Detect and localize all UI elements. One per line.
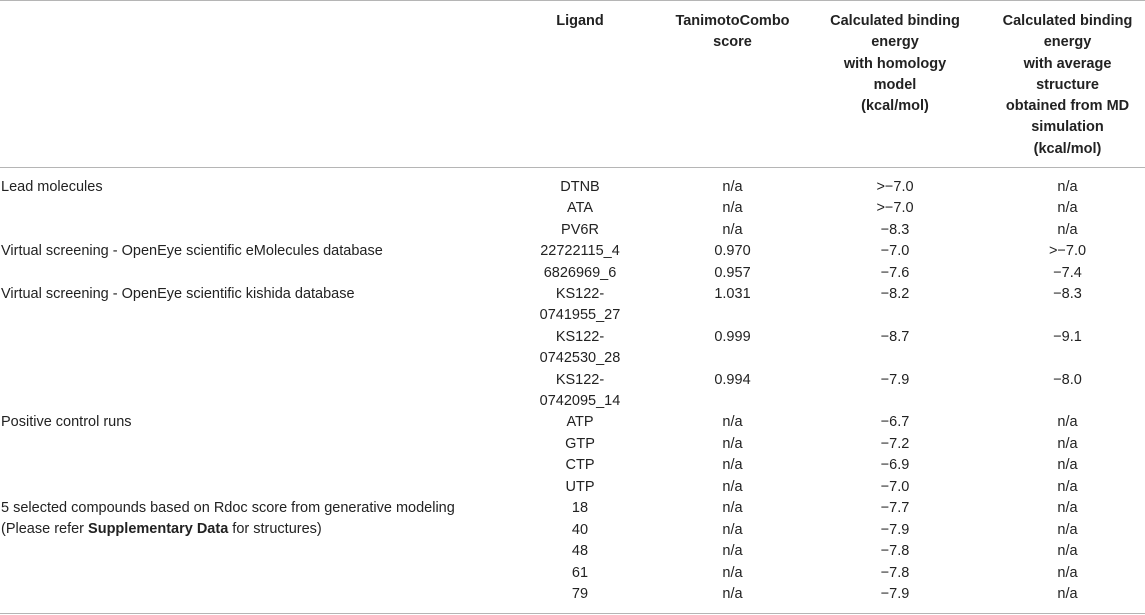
group-positive-control — [1, 412, 132, 433]
top-rule — [0, 0, 1145, 1]
md-cell: n/a — [1057, 543, 1078, 559]
ligand-cell — [530, 370, 630, 413]
group-generative-modeling — [1, 498, 455, 541]
group-kishida — [1, 284, 355, 305]
ligand-line: KS122- — [555, 372, 605, 388]
ligand-line: CTP — [565, 457, 595, 473]
bottom-rule — [0, 613, 1145, 614]
header-rule — [0, 167, 1145, 168]
group-label: 5 selected compounds based on Rdoc score from generative modeling — [1, 500, 455, 516]
ligand-cell — [530, 177, 630, 198]
homology-cell: −7.9 — [880, 522, 910, 538]
header-tanimoto — [660, 11, 805, 54]
group-label: Positive control runs — [1, 414, 132, 430]
tanimoto-cell: 1.031 — [714, 286, 751, 302]
ligand-cell — [530, 241, 630, 262]
header-homology-line: energy — [871, 34, 919, 51]
ligand-line: GTP — [565, 436, 595, 452]
ligand-cell — [530, 498, 630, 519]
ligand-line: UTP — [565, 479, 595, 495]
ligand-cell — [530, 434, 630, 455]
ligand-line: 61 — [571, 565, 589, 581]
header-md-line: Calculated binding — [1002, 13, 1133, 29]
homology-cell: −7.8 — [880, 543, 910, 559]
ligand-line: ATP — [566, 414, 594, 430]
tanimoto-cell: n/a — [722, 522, 743, 538]
md-cell: n/a — [1057, 479, 1078, 495]
group-label-note — [1, 519, 455, 540]
homology-cell: >−7.0 — [876, 200, 914, 216]
ligand-line: KS122- — [555, 329, 605, 345]
header-tanimoto-line: score — [713, 34, 752, 51]
md-cell: n/a — [1057, 222, 1078, 238]
md-cell: n/a — [1057, 414, 1078, 430]
ligand-cell — [530, 584, 630, 605]
homology-cell: −7.6 — [880, 265, 910, 281]
md-cell: n/a — [1057, 200, 1078, 216]
header-md-line: (kcal/mol) — [1033, 140, 1102, 157]
tanimoto-cell: 0.999 — [714, 329, 751, 345]
header-homology — [815, 11, 975, 117]
ligand-cell — [530, 263, 630, 284]
header-homology-line: with homology — [843, 55, 947, 72]
homology-cell: −7.8 — [880, 565, 910, 581]
note-suffix: for structures) — [228, 521, 322, 538]
tanimoto-cell: 0.970 — [714, 243, 751, 259]
header-md-line: energy — [1043, 34, 1092, 51]
md-cell: −8.0 — [1053, 372, 1082, 388]
note-prefix: (Please refer — [1, 521, 89, 538]
ligand-cell — [530, 220, 630, 241]
group-label: Lead molecules — [1, 179, 103, 195]
header-tanimoto-line: TanimotoCombo — [675, 13, 790, 29]
ligand-line: ATA — [566, 200, 594, 216]
tanimoto-cell: n/a — [722, 200, 743, 216]
header-ligand — [530, 11, 630, 32]
ligand-line: 6826969_6 — [543, 265, 617, 281]
tanimoto-cell: n/a — [722, 179, 743, 195]
homology-cell: −7.0 — [880, 243, 910, 259]
homology-cell: −7.9 — [880, 586, 910, 602]
header-md-line: simulation — [1031, 119, 1104, 136]
tanimoto-cell: n/a — [722, 457, 743, 473]
ligand-cell — [530, 198, 630, 219]
homology-cell: −8.2 — [880, 286, 910, 302]
md-cell: n/a — [1057, 586, 1078, 602]
ligand-cell — [530, 563, 630, 584]
ligand-cell — [530, 412, 630, 433]
group-emolecules — [1, 241, 383, 262]
homology-cell: −6.9 — [880, 457, 910, 473]
homology-cell: −7.9 — [880, 372, 910, 388]
homology-cell: −6.7 — [880, 414, 910, 430]
tanimoto-cell: n/a — [722, 414, 743, 430]
ligand-cell — [530, 327, 630, 370]
tanimoto-cell: 0.957 — [714, 265, 751, 281]
homology-cell: −7.2 — [880, 436, 910, 452]
tanimoto-cell: n/a — [722, 436, 743, 452]
tanimoto-cell: n/a — [722, 500, 743, 516]
ligand-cell — [530, 455, 630, 476]
ligand-line: 40 — [571, 522, 589, 538]
md-cell: n/a — [1057, 179, 1078, 195]
header-homology-line: (kcal/mol) — [861, 98, 929, 115]
md-cell: n/a — [1057, 565, 1078, 581]
ligand-line: 0742530_28 — [539, 350, 621, 367]
md-cell: −8.3 — [1053, 286, 1082, 302]
md-cell: −7.4 — [1053, 265, 1082, 281]
ligand-line: 18 — [571, 500, 589, 516]
tanimoto-cell: n/a — [722, 222, 743, 238]
ligand-cell — [530, 477, 630, 498]
homology-cell: >−7.0 — [876, 179, 914, 195]
ligand-line: PV6R — [561, 222, 599, 238]
ligand-line: 0742095_14 — [539, 393, 621, 410]
header-ligand-line: Ligand — [556, 13, 604, 29]
group-label: Virtual screening - OpenEye scientific eMolecules database — [1, 243, 383, 259]
ligand-line: DTNB — [560, 179, 600, 195]
header-md — [990, 11, 1145, 160]
homology-cell: −7.7 — [880, 500, 910, 516]
supplementary-data-ref: Supplementary Data — [88, 521, 229, 538]
tanimoto-cell: n/a — [722, 565, 743, 581]
ligand-cell — [530, 520, 630, 541]
tanimoto-cell: n/a — [722, 479, 743, 495]
homology-cell: −7.0 — [880, 479, 910, 495]
md-cell: n/a — [1057, 436, 1078, 452]
ligand-cell — [530, 541, 630, 562]
ligand-line: 22722115_4 — [540, 243, 620, 259]
md-cell: n/a — [1057, 457, 1078, 473]
ligand-line: 79 — [571, 586, 589, 602]
ligand-line: KS122- — [555, 286, 605, 302]
header-md-line: with average — [1023, 55, 1112, 72]
tanimoto-cell: n/a — [722, 543, 743, 559]
tanimoto-cell: n/a — [722, 586, 743, 602]
tanimoto-cell: 0.994 — [714, 372, 751, 388]
header-md-line: structure — [1036, 76, 1099, 93]
homology-cell: −8.7 — [880, 329, 910, 345]
ligand-line: 48 — [571, 543, 589, 559]
md-cell: n/a — [1057, 500, 1078, 516]
ligand-cell — [530, 284, 630, 327]
header-homology-line: Calculated binding — [830, 13, 960, 29]
ligand-line: 0741955_27 — [539, 307, 621, 324]
md-cell: −9.1 — [1053, 329, 1082, 345]
group-label: Virtual screening - OpenEye scientific kishida database — [1, 286, 355, 302]
md-cell: n/a — [1057, 522, 1078, 538]
homology-cell: −8.3 — [880, 222, 910, 238]
header-homology-line: model — [873, 76, 917, 93]
group-lead-molecules — [1, 177, 103, 198]
md-cell: >−7.0 — [1048, 243, 1087, 259]
header-md-line: obtained from MD — [1005, 98, 1130, 115]
